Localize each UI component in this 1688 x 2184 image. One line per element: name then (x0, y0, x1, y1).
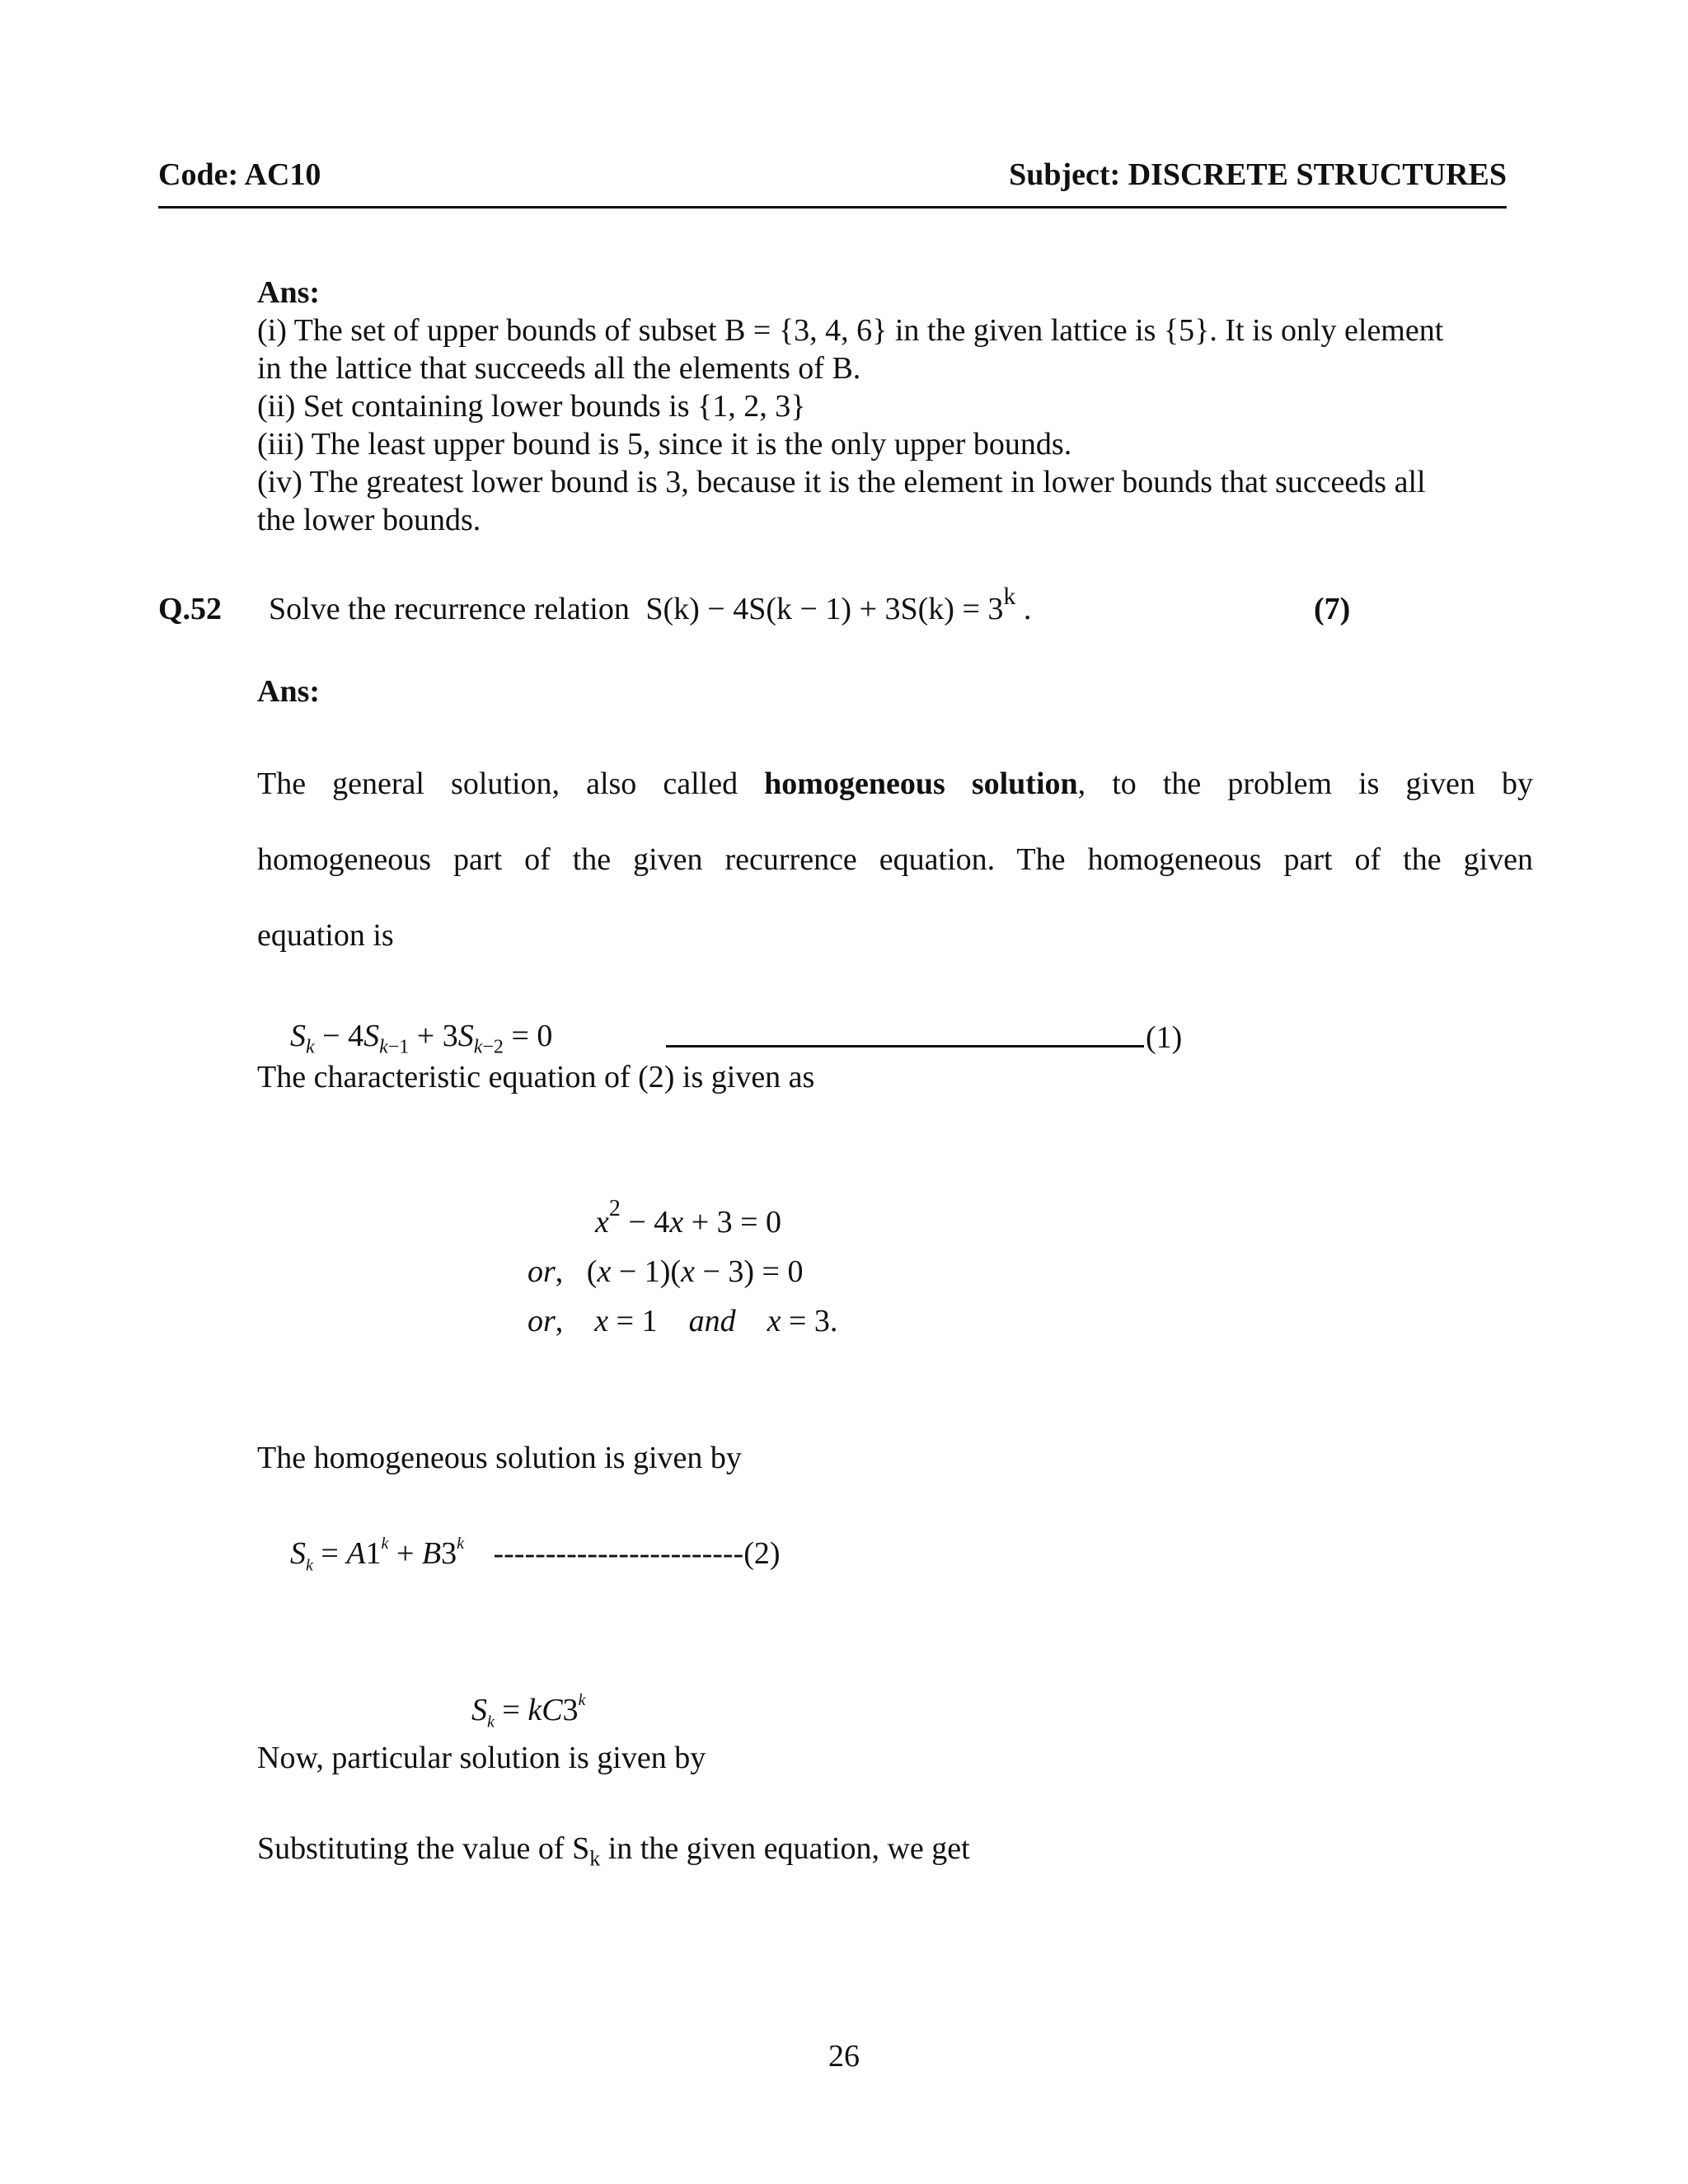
header-rule (158, 206, 1507, 209)
prev-answer-line: (iv) The greatest lower bound is 3, because it is the element in lower bounds that succeeds all (257, 465, 1426, 499)
question-prompt: Solve the recurrence relation (269, 592, 630, 626)
ans-label-prev: Ans: (257, 275, 321, 310)
prev-answer-line: (iii) The least upper bound is 5, since it is the only upper bounds. (257, 427, 1072, 462)
header-code: Code: AC10 (158, 157, 321, 192)
prev-answer-line: in the lattice that succeeds all the elements of B. (257, 351, 861, 386)
characteristic-intro: The characteristic equation of (2) is given as (257, 1060, 815, 1094)
question-number: Q.52 (158, 592, 223, 626)
prev-answer-line: (i) The set of upper bounds of subset B = {3, 4, 6} in the given lattice is {5}. It is only element (257, 313, 1444, 348)
particular-equation: $S_k = kC3^k$ (471, 1691, 586, 1732)
question-text (269, 583, 1032, 628)
homogeneous-intro: The homogeneous solution is given by (257, 1441, 742, 1475)
question-marks: (7) (1314, 592, 1351, 626)
question-equation: $S(k) - 4S(k - 1) + 3S(k) = 3^k$ . (645, 583, 1032, 626)
particular-intro: Now, particular solution is given by (257, 1741, 706, 1775)
equation-1-underline (666, 1017, 1144, 1047)
equation-1-tag: (1) (666, 1017, 1182, 1057)
header-subject: Subject: DISCRETE STRUCTURES (1009, 157, 1507, 192)
answer-paragraph-line3: equation is (257, 918, 394, 953)
page-number: 26 (828, 2039, 860, 2074)
answer-paragraph-line1: The general solution, also called homogeneous solution, to the problem is given by (257, 766, 1534, 801)
equation-1: $S_k - 4S_{k-1} + 3S_{k-2} = 0$ (290, 1019, 553, 1058)
prev-answer-line: the lower bounds. (257, 503, 481, 537)
answer-paragraph-line2: homogeneous part of the given recurrence equation. The homogeneous part of the given (257, 842, 1533, 877)
char-eq-line-2: or, (x − 1)(x − 3) = 0 (528, 1254, 804, 1289)
equation-2: $S_k = A1^k + B3^k$ ------------------------(2) (290, 1535, 781, 1575)
char-eq-line-1: $x^2 - 4x + 3 = 0$ (595, 1196, 782, 1240)
ans-label: Ans: (257, 674, 321, 709)
prev-answer-line: (ii) Set containing lower bounds is {1, 2, 3} (257, 389, 806, 424)
substituting-line: Substituting the value of $S_k$ in the given equation, we get (257, 1831, 970, 1871)
char-eq-line-3: or, x = 1 and x = 3. (528, 1304, 838, 1338)
